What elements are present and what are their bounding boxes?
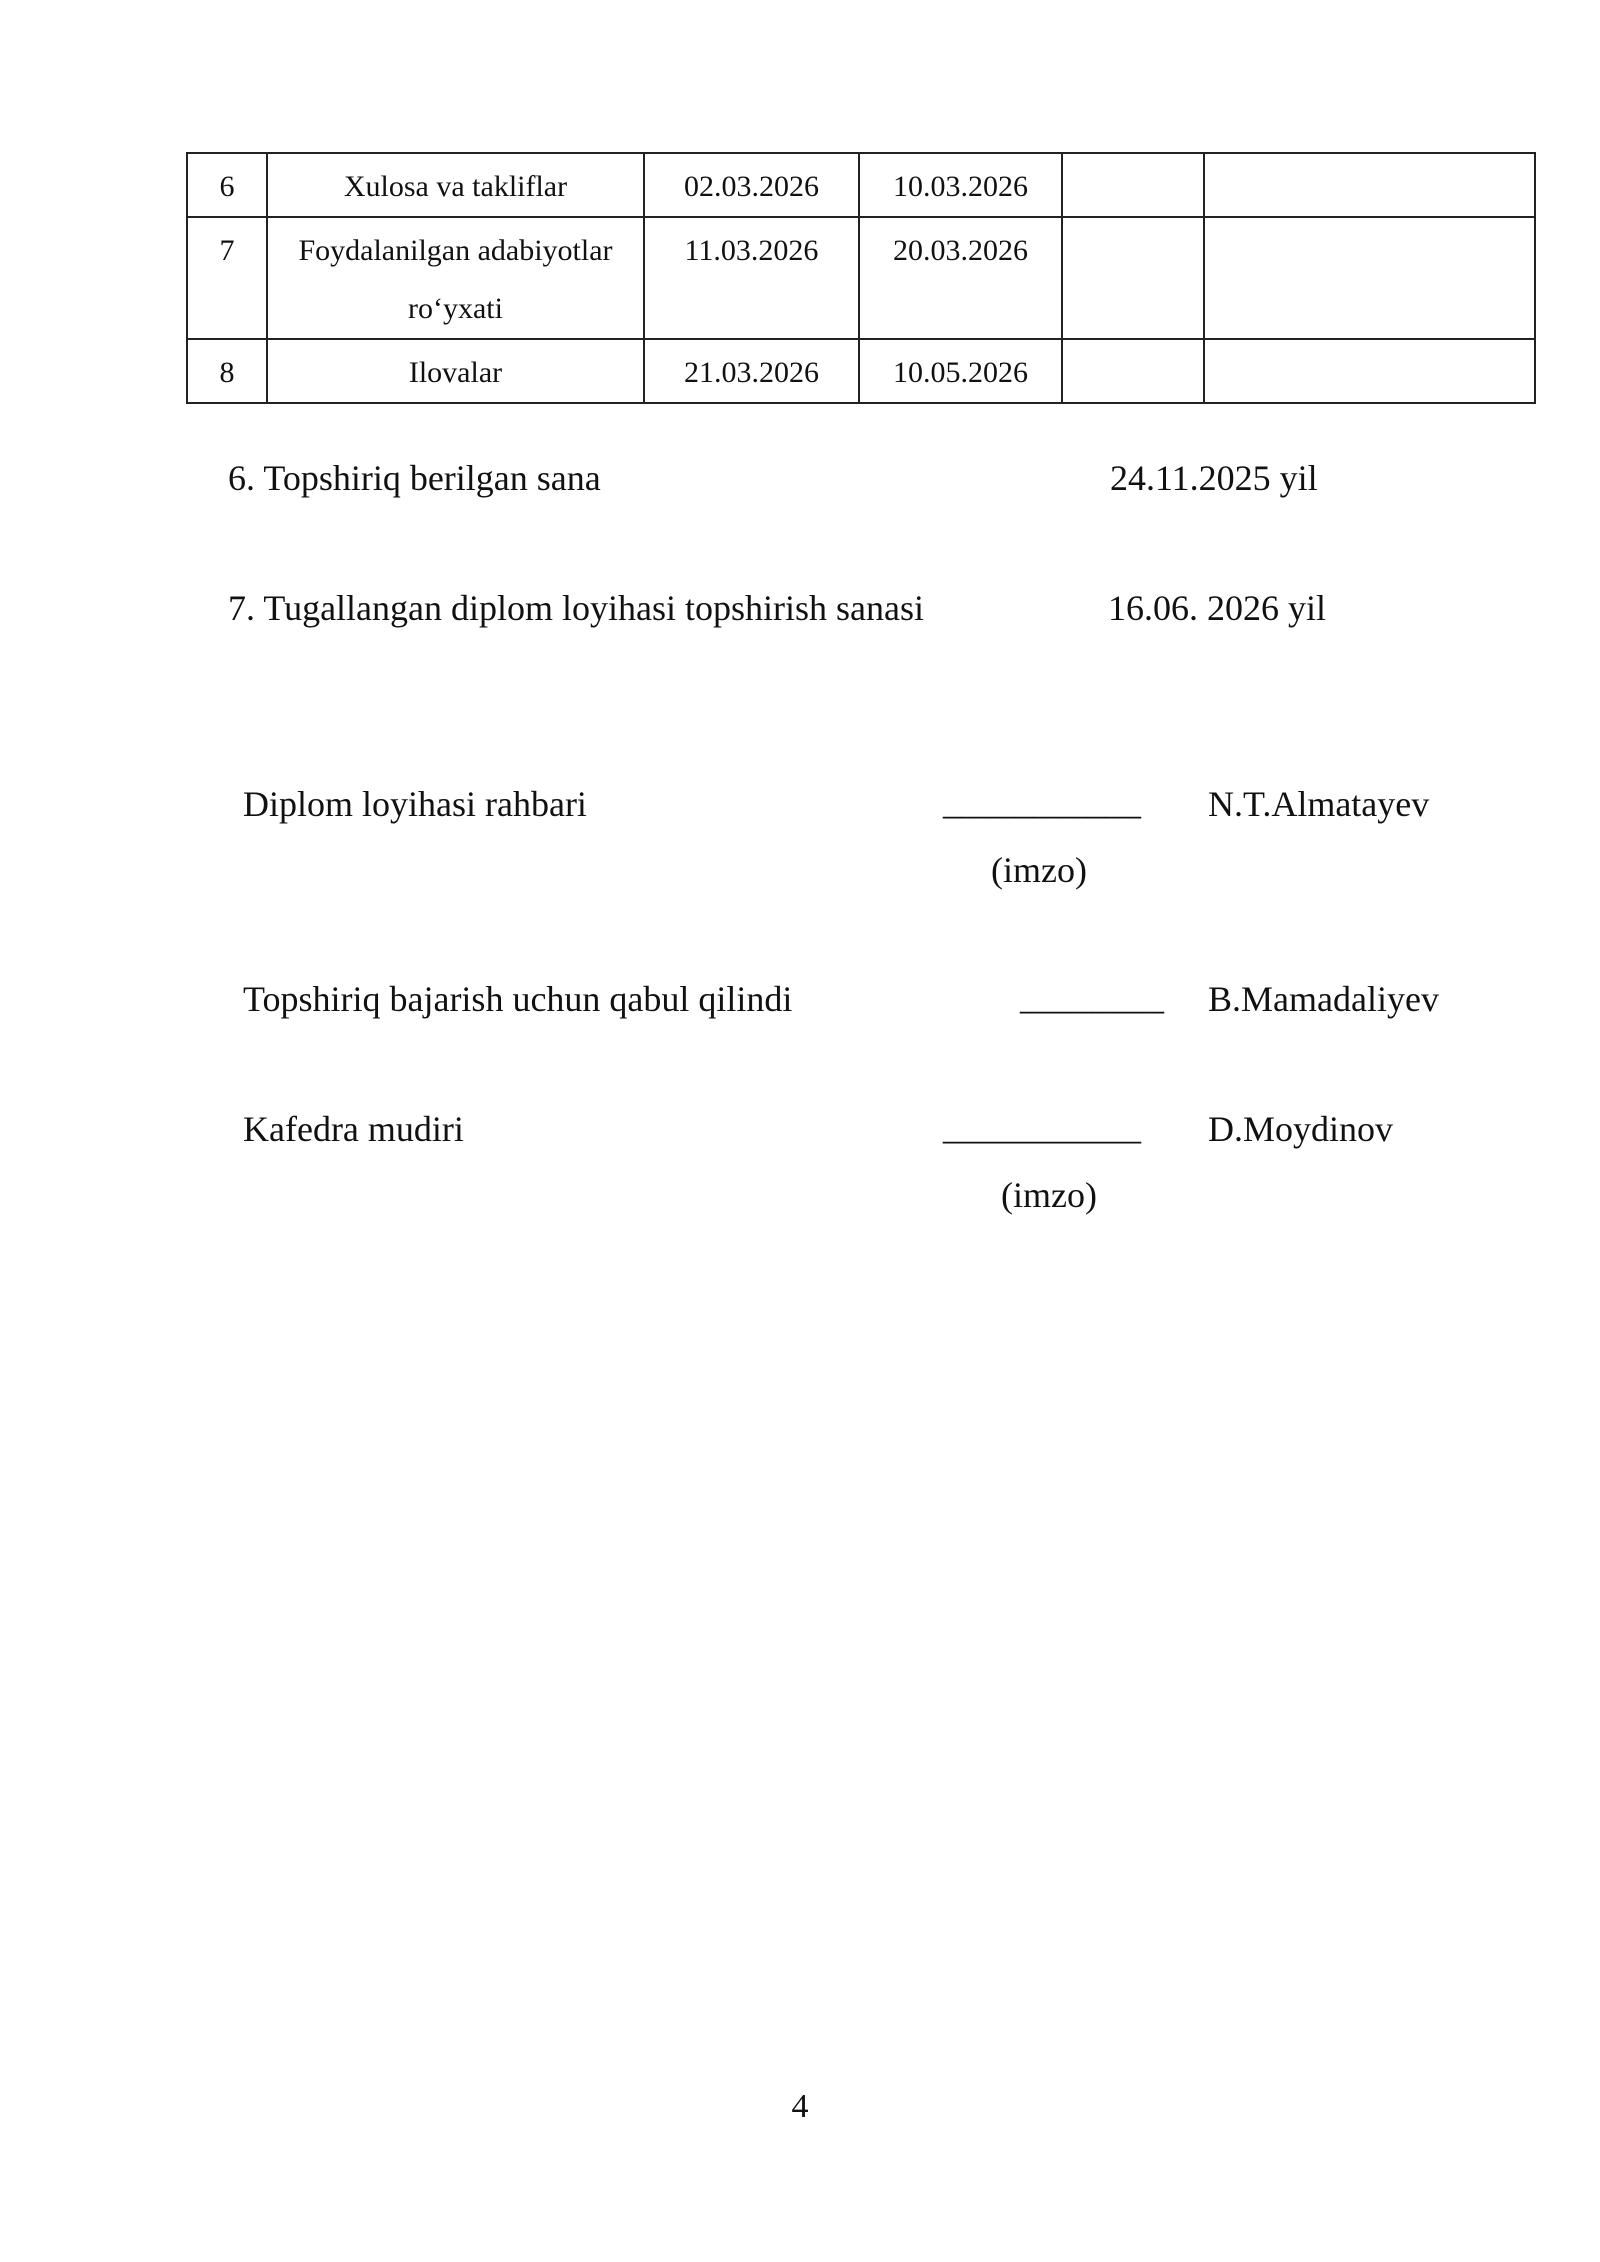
empty-cell	[1062, 153, 1204, 217]
table-row	[187, 339, 1535, 403]
head-label: Kafedra mudiri	[243, 1109, 464, 1149]
end-date: 10.03.2026	[859, 153, 1062, 217]
table-row	[187, 217, 1535, 339]
stage-name-line2: ro‘yxati	[408, 292, 503, 325]
table-row	[187, 153, 1535, 217]
item6-value: 24.11.2025 yil	[1110, 458, 1318, 498]
empty-cell	[1204, 217, 1535, 339]
schedule-table	[186, 152, 1536, 404]
accepted-label: Topshiriq bajarish uchun qabul qilindi	[243, 979, 793, 1019]
supervisor-label: Diplom loyihasi rahbari	[243, 784, 587, 824]
empty-cell	[1204, 339, 1535, 403]
row-number: 7	[187, 217, 267, 339]
stage-name	[267, 217, 644, 339]
empty-cell	[1204, 153, 1535, 217]
stage-name: Xulosa va takliflar	[267, 153, 644, 217]
empty-cell	[1062, 217, 1204, 339]
end-date: 10.05.2026	[859, 339, 1062, 403]
item7-label: 7. Tugallangan diplom loyihasi topshirish sanasi	[228, 588, 925, 628]
start-date: 02.03.2026	[644, 153, 859, 217]
item7-value: 16.06. 2026 yil	[1108, 588, 1327, 628]
start-date: 21.03.2026	[644, 339, 859, 403]
supervisor-signature-caption: (imzo)	[991, 850, 1087, 890]
supervisor-signature-line: ___________	[943, 782, 1141, 822]
page-number: 4	[791, 2088, 809, 2125]
stage-name-line1: Foydalanilgan adabiyotlar	[298, 234, 613, 267]
head-signature-caption: (imzo)	[1001, 1175, 1097, 1215]
row-number: 8	[187, 339, 267, 403]
accepted-name: B.Mamadaliyev	[1208, 979, 1439, 1019]
stage-name: Ilovalar	[267, 339, 644, 403]
start-date: 11.03.2026	[644, 217, 859, 339]
supervisor-name: N.T.Almatayev	[1208, 784, 1430, 824]
item6-label: 6. Topshiriq berilgan sana	[228, 458, 601, 498]
empty-cell	[1062, 339, 1204, 403]
head-signature-line: ___________	[943, 1107, 1141, 1147]
end-date: 20.03.2026	[859, 217, 1062, 339]
head-name: D.Moydinov	[1208, 1109, 1394, 1149]
accepted-signature-line: ________	[1020, 977, 1164, 1017]
row-number: 6	[187, 153, 267, 217]
